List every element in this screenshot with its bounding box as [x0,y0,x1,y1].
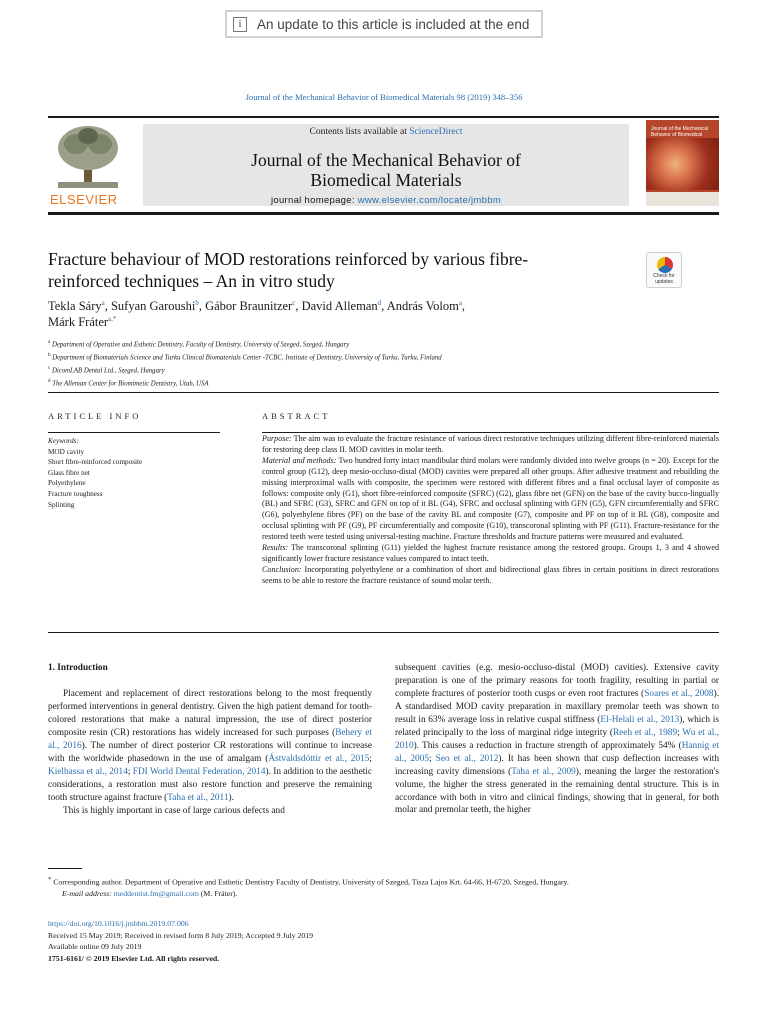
cover-footer [646,192,719,206]
affiliations [48,338,668,389]
received-dates: Received 15 May 2019; Received in revised form 8 July 2019; Accepted 9 July 2019 [48,930,314,940]
article-title: Fracture behaviour of MOD restorations reinforced by various fibre- reinforced techniques – An in vitro study [48,249,529,291]
paragraph: Placement and replacement of direct restorations belong to the most frequently performed interventions in general dentistry. Given the high patient demand for tooth-colored restorations that make a natural impression, the use of direct posterior composite resin (CR) restorations has widely increased for such purposes (Behery et al., 2016). The number of direct posterior CR restorations will continue to increase with the worldwide phasedown in the use of amalgam (Ástvaldsdóttir et al., 2015; Kielbassa et al., 2014; FDI World Dental Federation, 2014). In addition to the aesthetic considerations, a restoration must also restore function and preserve the remaining tooth structure against fracture (Taha et al., 2011). [48,688,372,803]
keyword: Short fibre-reinforced composite [48,458,143,467]
homepage-link[interactable]: www.elsevier.com/locate/jmbbm [357,195,502,206]
journal-cover-image[interactable]: Journal of the Mechanical Behavior of Biomedical [646,120,719,206]
paragraph: subsequent cavities (e.g. mesio-occluso-distal (MOD) cavities). Extensive cavity preparation is one of the primary reasons for tooth fragility, resulting in partial or complete fractures of posterior tooth cusps or even root fractures (Soares et al., 2008). A standardised MOD cavity preparation in maxillary premolar teeth was shown to result in 63% average loss in relative cuspal stiffness (El-Helali et al., 2013), which is related principally to the loss of marginal ridge integrity (Reeh et al., 1989; Wu et al., 2010). This causes a reduction in fracture strength of approximately 54% (Hannig et al., 2005; Seo et al., 2012). It has been shown that cusp deflection increases with increasing cavity dimensions (Taha et al., 2009), meaning the larger the restoration's volume, the higher the stress generated in the remaining dental structure. This is in accordance with both in vitro and clinical findings, showing that in general, for both molar and premolar teeth, the higher [395,663,720,816]
reference-link[interactable]: Ástvaldsdóttir et al., 2015 [268,753,370,764]
reference-link[interactable]: Seo et al., 2012 [435,753,499,764]
journal-citation[interactable]: Journal of the Mechanical Behavior of Biomedical Materials 98 (2019) 348–356 [245,92,523,102]
keywords-list [48,436,220,510]
keyword: Glass fibre net [48,468,90,477]
info-icon: i [233,17,247,32]
contents-line: Contents lists available at ScienceDirect [309,127,463,137]
author[interactable]: Tekla Sáry [48,299,102,313]
divider [48,392,719,393]
author[interactable]: Gábor Braunitzer [205,299,293,313]
reference-link[interactable]: Behery et al., 2016 [48,727,372,751]
reference-link[interactable]: Wu et al., 2010 [395,727,719,751]
reference-link[interactable]: Reeh et al., 1989 [612,727,678,738]
section-heading: 1. Introduction [48,663,108,673]
reference-link[interactable]: Taha et al., 2009 [511,766,576,777]
abstract-results: Results: The transcoronal splinting (G11) yielded the highest fracture resistance among the restored groups. Groups 1, 3 and 4 showed significantly lower fracture resistance values compared to intact teeth. [262,543,719,563]
abstract-body [262,434,719,587]
article-info-heading: ARTICLE INFO [48,411,142,421]
body-column-left [48,662,372,817]
divider [48,212,719,215]
keywords-label: Keywords: [48,437,79,445]
divider [48,632,719,633]
author[interactable]: András Volom [386,299,459,313]
abstract-methods: Material and methods: Two hundred forty intact mandibular third molars were randomly divided into twelve groups (n = 20). Except for the control group (G12), deep mesio-occluso-distal (MOD) cavities were prepared all other groups. After adhesive treatment and rebuilding the missing interproximal walls with composite, the specimen were restored with different fibres and a final occlusal layer of composite as follows: composite only (G1), short fibre-reinforced composite (SFRC) (G2), glass fibre net (GFN) on the base of the cavity bucco-lingually (BL) and SFRC (G3), SFRC and GFN on top of it BL (G4), SFRC and occlusal splinting with GFN (G5), GFN circumferentially and SFRC (G6), polyethylene fibres (PF) on the base of the cavity BL and composite (G7), composite and PF on top of it BL (G8), composite and occlusal splinting with PF (G9), PF circumferentially and composite (G10), transcoronal splinting with PF (G11). Fracture-resistance for the restored teeth were tested using universal-testing machine. Fracture thresholds and fracture patterns were measured and evaluated. [262,455,719,542]
reference-link[interactable]: El-Helali et al., 2013 [600,714,680,725]
body-column-right [395,662,719,817]
reference-link[interactable]: Taha et al., 2011 [167,792,229,803]
paragraph: This is highly important in case of large carious defects and [63,805,285,816]
reference-link[interactable]: FDI World Dental Federation, 2014 [132,766,266,777]
journal-header-box [143,124,629,206]
masthead [48,120,719,210]
author[interactable]: David Alleman [301,299,378,313]
divider [48,432,220,433]
abstract-heading: ABSTRACT [262,411,331,421]
affiliation: $^c$ DicomLAB Dental Ltd., Szeged, Hungary [48,365,165,374]
keyword: Splinting [48,500,75,509]
author[interactable]: Sufyan Garoushi [110,299,196,313]
doi-link[interactable]: https://doi.org/10.1016/j.jmbbm.2019.07.006 [48,919,189,928]
cover-art [646,138,719,190]
check-for-updates-button[interactable]: Check for updates [646,252,682,288]
footnote: * Corresponding author. Department of Operative and Esthetic Dentistry Faculty of Dentistry, University of Szeged, Tisza Lajos Krt. 64-66, H-6720, Szeged, Hungary. E-mail address: meddentist.fm@gmail.com (M. Fráter). [48,876,569,899]
journal-homepage: journal homepage: www.elsevier.com/locate/jmbbm [270,195,502,206]
update-banner[interactable] [225,10,543,38]
email-link[interactable]: meddentist.fm@gmail.com [113,889,199,899]
available-online: Available online 09 July 2019 [48,942,142,951]
affiliation: $^b$ Department of Biomaterials Science and Turku Clinical Biomaterials Center -TCBC, Institute of Dentistry, University of Turku, Turku, Finland [48,352,442,362]
divider [48,116,719,118]
publication-info [48,918,719,964]
journal-title: Journal of the Mechanical Behavior of Biomedical Materials [251,150,521,190]
author[interactable]: Márk Fráter [48,315,109,329]
reference-link[interactable]: Kielbassa et al., 2014 [48,766,128,777]
publisher-name: ELSEVIER [50,192,118,207]
sciencedirect-link[interactable]: ScienceDirect [409,127,463,137]
keyword: Fracture toughness [48,489,103,498]
update-banner-text: An update to this article is included at the end [257,16,530,32]
affiliation: $^d$ The Alleman Center for Biomimetic Dentistry, Utah, USA [48,378,209,387]
footnote-divider [48,868,82,869]
keyword: MOD cavity [48,447,85,456]
check-updates-icon [657,257,673,273]
abstract-purpose: Purpose: The aim was to evaluate the fracture resistance of various direct restorative techniques utilizing different fibre-reinforced materials for restoring deep class II. MOD cavities in molar teeth. [262,434,719,454]
copyright: 1751-6161/ © 2019 Elsevier Ltd. All rights reserved. [48,953,220,963]
reference-link[interactable]: Hannig et al., 2005 [395,740,719,764]
affiliation: $^a$ Department of Operative and Esthetic Dentistry, Faculty of Dentistry, University of Szeged, Szeged, Hungary [48,340,350,349]
keyword: Polyethylene [48,479,86,488]
abstract-conclusion: Conclusion: Incorporating polyethylene or a combination of short and bidirectional glass fibres in certain positions in direct restorations seems to be able to restore the fracture resistance of sound molar teeth. [262,564,719,585]
reference-link[interactable]: Soares et al., 2008 [644,688,714,699]
divider [262,432,719,433]
author-list: Tekla Sáry$^a$, Sufyan Garoushi$^b$, Gábor Braunitzer$^c$, David Alleman$^d$, András Volom$^a$, Márk Fráter$^{a,*}$ [48,298,466,329]
